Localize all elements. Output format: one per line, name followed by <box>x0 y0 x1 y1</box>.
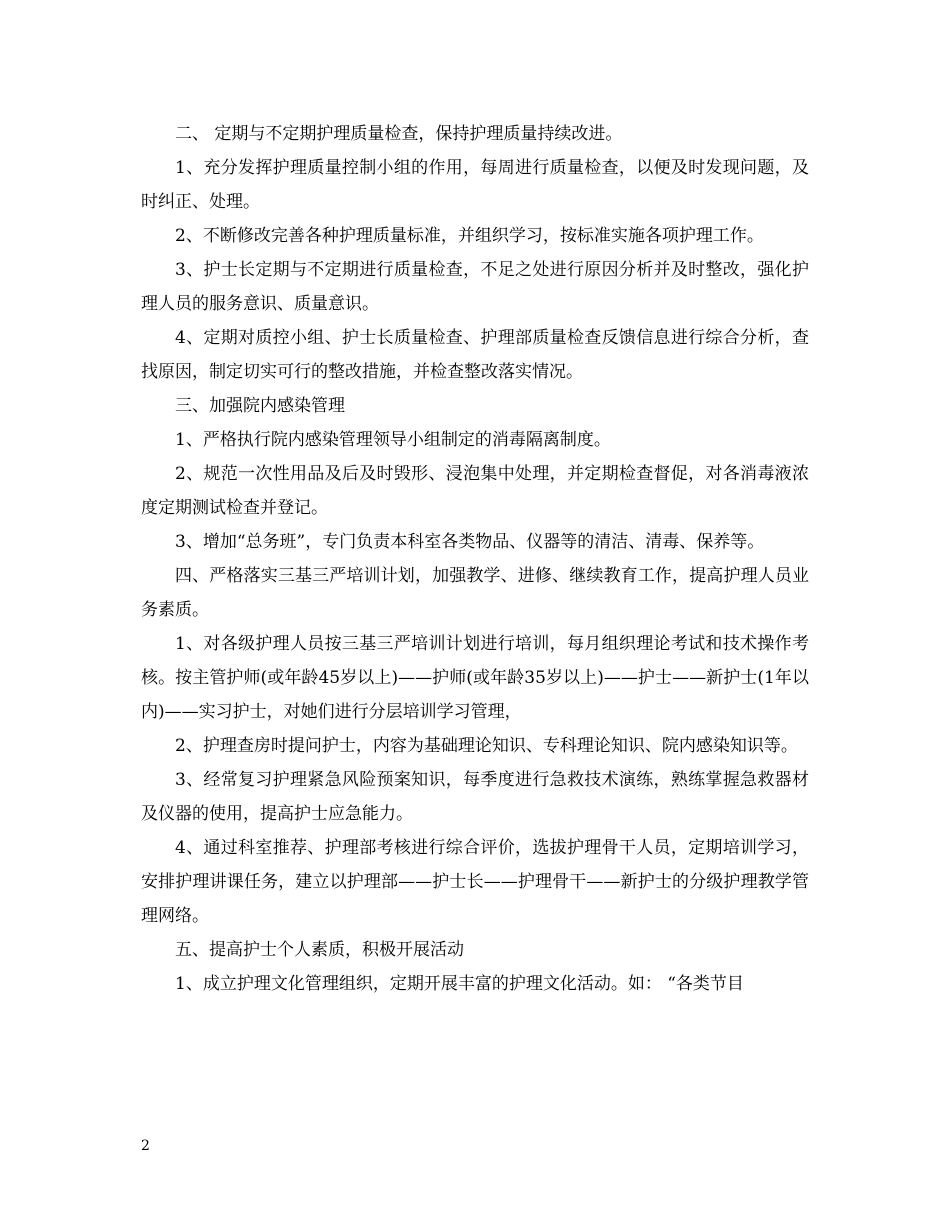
paragraph: 1、成立护理文化管理组织，定期开展丰富的护理文化活动。如： “各类节目 <box>175 974 744 994</box>
paragraph: 3、护士长定期与不定期进行质量检查，不足之处进行原因分析并及时整改，强化护理人员的服务意识、质量意识。 <box>141 260 809 314</box>
paragraph: 2、规范一次性用品及后及时毁形、浸泡集中处理，并定期检查督促，对各消毒液浓度定期测试检查并登记。 <box>141 464 809 518</box>
section-heading: 四、严格落实三基三严培训计划，加强教学、进修、继续教育工作，提高护理人员业务素质。 <box>141 566 809 620</box>
paragraph: 2、护理查房时提问护士，内容为基础理论知识、专科理论知识、院内感染知识等。 <box>175 736 798 756</box>
paragraph: 4、通过科室推荐、护理部考核进行综合评价，选拔护理骨干人员，定期培训学习，安排护理讲课任务，建立以护理部——护士长——护理骨干——新护士的分级护理教学管理网络。 <box>141 838 809 926</box>
paragraph: 1、对各级护理人员按三基三严培训计划进行培训，每月组织理论考试和技术操作考核。按主管护师(或年龄45岁以上)——护师(或年龄35岁以上)——护士——新护士(1年以内)——实习护士，对她们进行分层培训学习管理， <box>141 634 809 722</box>
section-heading: 三、加强院内感染管理 <box>175 396 345 416</box>
paragraph: 3、经常复习护理紧急风险预案知识，每季度进行急救技术演练，熟练掌握急救器材及仪器的使用，提高护士应急能力。 <box>141 770 809 824</box>
paragraph: 二、 定期与不定期护理质量检查，保持护理质量持续改进。 <box>175 124 623 144</box>
paragraph: 4、定期对质控小组、护士长质量检查、护理部质量检查反馈信息进行综合分析，查找原因，制定切实可行的整改措施，并检查整改落实情况。 <box>141 328 809 382</box>
paragraph: 1、充分发挥护理质量控制小组的作用，每周进行质量检查，以便及时发现问题，及时纠正、处理。 <box>141 158 809 212</box>
paragraph: 2、不断修改完善各种护理质量标准，并组织学习，按标准实施各项护理工作。 <box>175 226 764 246</box>
paragraph: 1、严格执行院内感染管理领导小组制定的消毒隔离制度。 <box>175 430 611 450</box>
section-heading: 五、提高护士个人素质，积极开展活动 <box>175 940 464 960</box>
body-text <box>141 117 809 1001</box>
paragraph: 3、增加“总务班”，专门负责本科室各类物品、仪器等的清洁、清毒、保养等。 <box>175 532 765 552</box>
page-number: 2 <box>141 1138 150 1154</box>
